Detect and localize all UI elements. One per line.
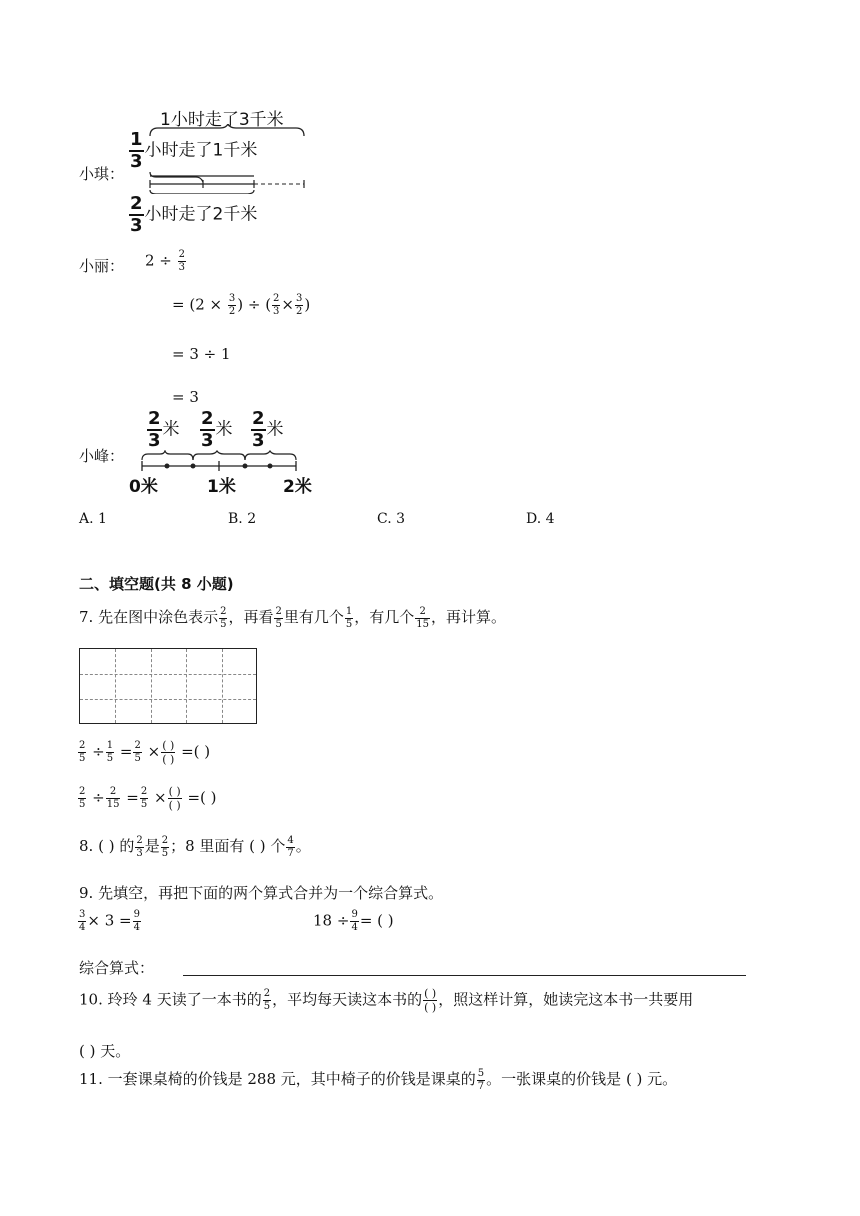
xiaoli-line1: 2 ÷ $\frac{2}{3}$ [145, 249, 186, 273]
xiaofeng-number-line [138, 450, 303, 474]
choice-c[interactable]: C. 3 [377, 511, 406, 527]
fraction: $\frac{2}{15}$ [106, 786, 120, 810]
fraction: $\frac{4}{7}$ [287, 834, 294, 859]
xiaofeng-tick-0: 0米 [129, 477, 158, 497]
xiaoli-label: 小丽： [79, 257, 125, 275]
fraction: $\frac{2}{5}$ [134, 740, 141, 764]
answer-blank-fraction[interactable]: $\frac{( )}{( )}$ [168, 785, 181, 812]
xiaofeng-seg-3: $\frac{2}{3}$ 米 [252, 408, 284, 451]
xiaofeng-tick-1: 1米 [207, 477, 236, 497]
xiaoqi-label: 小琪： [79, 165, 125, 183]
fraction: $\frac{2}{15}$ [416, 605, 429, 630]
xiaoqi-top-brace-text: 1小时走了3千米 [160, 110, 284, 130]
xiaoqi-third-row [128, 131, 257, 171]
q8-text: 8. ( ) 的 $\frac{2}{3}$ 是 $\frac{2}{5}$ ；8 里面有 ( ) 个 $\frac{4}{7}$ 。 [79, 834, 311, 859]
fraction: $\frac{1}{3}$ [130, 129, 143, 172]
fraction: $\frac{2}{5}$ [161, 834, 169, 859]
xiaoli-line2: = (2 × $\frac{3}{2}$ ) ÷ ( $\frac{2}{3}$ × $\frac{3}{2}$ ) [172, 293, 311, 317]
fraction: $\frac{1}{5}$ [345, 605, 353, 630]
fraction: $\frac{2}{5}$ [140, 786, 148, 810]
q10-line1: 10. 玲玲 4 天读了一本书的 $\frac{2}{5}$ ，平均每天读这本书的 $\frac{( )}{( )}$ ，照这样计算，她读完这本书一共要用 [79, 987, 694, 1014]
xiaoqi-third-text: 小时走了1千米 [144, 140, 258, 161]
fraction: $\frac{2}{5}$ [263, 988, 271, 1012]
fraction: $\frac{2}{5}$ [275, 605, 282, 630]
choice-d[interactable]: D. 4 [526, 511, 555, 527]
fraction: $\frac{3}{2}$ [228, 293, 236, 317]
fraction: $\frac{2}{3}$ [130, 193, 143, 236]
fraction: $\frac{9}{4}$ [133, 909, 140, 933]
fraction: $\frac{3}{4}$ [79, 909, 86, 933]
xiaoqi-two-thirds-row [128, 195, 257, 235]
fraction: $\frac{2}{5}$ [79, 786, 86, 810]
fraction: $\frac{2}{3}$ [148, 408, 161, 451]
shading-grid[interactable] [79, 648, 257, 724]
fraction: $\frac{2}{3}$ [273, 293, 280, 317]
xiaoqi-two-thirds-text: 小时走了2千米 [144, 204, 258, 225]
answer-blank[interactable]: ( ) [200, 788, 217, 807]
xiaofeng-seg-2: $\frac{2}{3}$ 米 [201, 408, 233, 451]
q7-equation-2: $\frac{2}{5}$ ÷ $\frac{2}{15}$ = $\frac{2}{5}$ × $\frac{( )}{( )}$ =( ) [79, 785, 217, 812]
xiaoli-line4: = 3 [172, 388, 199, 406]
answer-blank-fraction[interactable]: $\frac{( )}{( )}$ [424, 987, 437, 1014]
fraction: $\frac{3}{2}$ [296, 293, 303, 317]
fraction: $\frac{2}{5}$ [79, 740, 86, 764]
choice-a[interactable]: A. 1 [79, 511, 107, 527]
answer-blank[interactable]: = ( ) [359, 911, 394, 930]
combined-answer-line[interactable] [183, 975, 746, 976]
xiaofeng-tick-2: 2米 [283, 477, 312, 497]
fraction: $\frac{5}{7}$ [477, 1067, 485, 1092]
answer-blank-fraction[interactable]: $\frac{( )}{( )}$ [162, 739, 175, 766]
fraction: $\frac{2}{3}$ [178, 249, 186, 273]
q9-equation-1: $\frac{3}{4}$ × 3 = $\frac{9}{4}$ [79, 909, 140, 933]
fraction: $\frac{1}{5}$ [106, 740, 114, 764]
xiaofeng-seg-1: $\frac{2}{3}$ 米 [148, 408, 180, 451]
fraction: $\frac{2}{3}$ [201, 408, 214, 451]
xiaoli-line3: = 3 ÷ 1 [172, 345, 231, 363]
xiaofeng-label: 小峰： [79, 447, 125, 465]
fraction: $\frac{9}{4}$ [351, 909, 358, 933]
q9-prompt: 9. 先填空，再把下面的两个算式合并为一个综合算式。 [79, 884, 444, 902]
q9-combined-label: 综合算式： [79, 959, 155, 977]
fraction: $\frac{2}{3}$ [252, 408, 265, 451]
q11-text: 11. 一套课桌椅的价钱是 288 元，其中椅子的价钱是课桌的 $\frac{5}{7}$ 。一张课桌的价钱是 ( ) 元。 [79, 1067, 678, 1092]
q7-equation-1: $\frac{2}{5}$ ÷ $\frac{1}{5}$ = $\frac{2}{5}$ × $\frac{( )}{( )}$ =( ) [79, 739, 211, 766]
q7-prompt: 7. 先在图中涂色表示 $\frac{2}{5}$ ，再看 $\frac{2}{5}$ 里有几个 $\frac{1}{5}$ ，有几个 $\frac{2}{15}$ ，再计算。 [79, 605, 507, 630]
q10-line2: ( ) 天。 [79, 1042, 131, 1060]
fraction: $\frac{2}{3}$ [136, 834, 143, 859]
answer-blank[interactable]: ( ) [193, 742, 211, 761]
fraction: $\frac{2}{5}$ [220, 605, 227, 630]
choice-b[interactable]: B. 2 [228, 511, 257, 527]
section-title: 二、填空题(共 8 小题) [79, 575, 234, 593]
q9-equation-2: 18 ÷ $\frac{9}{4}$ = ( ) [313, 909, 394, 933]
